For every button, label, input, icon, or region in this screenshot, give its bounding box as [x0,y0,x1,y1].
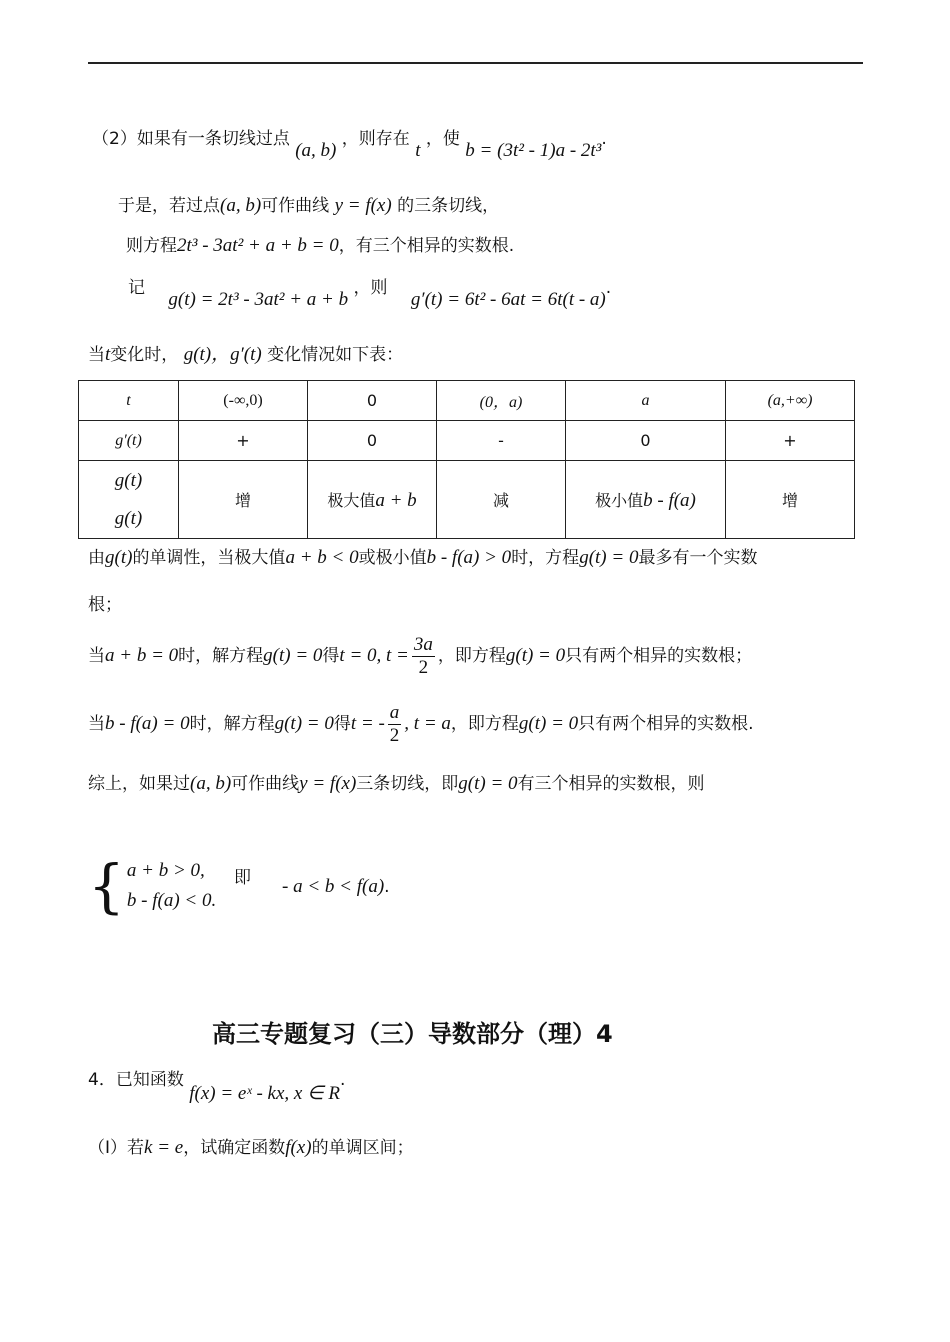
table-cell: g′(t) [79,421,179,461]
table-cell: 增 [726,461,855,539]
question-4 [88,1068,346,1104]
header-rule [88,62,863,64]
math: b - f(a) = 0 [105,713,190,734]
math: t = - [350,713,385,734]
math-point: (a, b) [220,195,262,216]
math-point: (a, b) [295,140,337,161]
para-case-ab-zero [88,632,752,680]
text: 最多有一个实数 [638,548,758,568]
text: ，则 [353,278,388,298]
math: a + b = 0 [105,645,179,666]
text: 可作曲线 [261,196,330,216]
text: ，有三个相异的实数根. [338,236,515,256]
system-rows [127,856,216,916]
math-t: t [415,140,421,161]
inequality-2: b - f(a) < 0. [126,890,217,911]
text: 有三个相异的实数根，则 [517,774,705,794]
text: 可作曲线 [231,774,300,794]
math: (a, b) [190,773,232,794]
table-cell: (-∞,0) [179,381,308,421]
math: b - f(a) [643,489,696,511]
math-formula: b = (3t² - 1)a - 2t³ [465,140,602,161]
para-monotonicity [88,546,757,570]
text: 即 [234,868,251,888]
math-g: g(t) [114,469,143,491]
question-4-part-1 [88,1136,414,1160]
para-tangent-condition [92,127,607,161]
table-cell-local-min [566,461,726,539]
table-row-g-prime [79,421,855,461]
text-mid2: ，使 [425,129,460,149]
text: ，试确定函数 [183,1138,286,1158]
math: f(x) [285,1137,312,1158]
table-cell: (a,+∞) [726,381,855,421]
text-end: . [601,129,607,149]
text: 4．已知函数 [88,1070,184,1090]
table-cell: 0 [308,381,437,421]
numerator: a [389,701,400,723]
text: 只有两个相异的实数根. [578,714,754,734]
para-three-tangents [118,194,499,218]
text: 当 [88,646,105,666]
text: 的单调性，当极大值 [132,548,286,568]
text: 或极小值 [358,548,427,568]
text: 当 [88,714,105,734]
math-curve: y = f(x) [334,195,392,216]
math-t: t [105,344,111,365]
denominator: 2 [418,656,429,678]
math-g: g(t) [114,507,143,529]
text-mid: ，则存在 [341,129,410,149]
text: 时，方程 [511,548,580,568]
section-title: 高三专题复习（三）导数部分（理）4 [212,1020,613,1048]
math: g(t) = 0 [458,773,518,794]
numerator: 3a [413,633,433,655]
text: 的单调区间； [311,1138,414,1158]
table-cell: 减 [437,461,566,539]
text: 极大值 [327,490,376,510]
text: 于是，若过点 [118,196,220,216]
math: b - f(a) > 0 [426,547,512,568]
text-label: （2）如果有一条切线过点 [92,129,290,149]
math: g(t) = 0 [263,645,323,666]
para-cubic-equation [126,234,514,258]
text: 则方程 [126,236,177,256]
para-conclusion [88,772,705,796]
table-cell: a [566,381,726,421]
text: ，即方程 [437,646,506,666]
text: 的三条切线， [397,196,500,216]
text-ji [234,866,251,890]
variation-table [78,380,855,539]
math-equation: 2t³ - 3at² + a + b = 0 [177,235,339,256]
math: g(t) [105,547,133,568]
text: 得 [322,646,340,666]
text: 时，解方程 [189,714,275,734]
table-cell: 0 [308,421,437,461]
table-cell: t [79,381,179,421]
text: 当 [88,345,105,365]
math-function: f(x) = eˣ - kx, x ∈ R [189,1083,341,1104]
math: a + b < 0 [285,547,359,568]
math: g(t) = 0 [505,645,566,666]
text: ，即方程 [450,714,519,734]
text: （Ⅰ）若 [88,1138,145,1158]
table-row-t [79,381,855,421]
text: . [605,278,612,298]
para-table-intro [88,343,403,367]
text: 时，解方程 [178,646,264,666]
math-functions: g(t)，g′(t) [183,344,262,365]
table-cell: + [179,421,308,461]
fraction-3a-over-2 [412,634,435,679]
para-define-g [128,276,612,310]
text: 变化情况如下表： [267,345,404,365]
text: . [340,1070,346,1090]
text: 由 [88,548,105,568]
table-cell: (0，a) [437,381,566,421]
denominator: 2 [389,724,400,746]
table-cell: + [726,421,855,461]
text: . [384,877,390,897]
brace-icon: { [88,852,125,920]
text: 变化时， [110,345,179,365]
fraction-a-over-2 [388,702,402,747]
math: y = f(x) [299,773,357,794]
table-cell: - [437,421,566,461]
table-cell: 0 [566,421,726,461]
text: 只有两个相异的实数根； [565,646,753,666]
math: g(t) = 0 [579,547,639,568]
math-result: - a < b < f(a) [282,876,385,897]
table-cell: 增 [179,461,308,539]
math: g(t) = 0 [518,713,579,734]
table-cell-g-label [79,461,179,539]
math: k = e [144,1137,184,1158]
text: 得 [333,714,351,734]
text: 根； [88,595,122,615]
table-row-g [79,461,855,539]
text: 综上，如果过 [88,774,190,794]
inequality-1: a + b > 0, [126,860,205,881]
math: a + b [375,489,417,511]
text: 记 [128,278,145,298]
para-monotonicity-cont [88,593,122,617]
math: g(t) = 0 [274,713,334,734]
math-g-prime: g′(t) = 6t² - 6at = 6t(t - a) [410,289,606,310]
result-inequality [282,875,390,899]
table-cell-local-max [308,461,437,539]
math: , t = a [404,713,451,734]
math-g: g(t) = 2t³ - 3at² + a + b [168,289,349,310]
text: 三条切线，即 [356,774,459,794]
math: t = 0, t = [339,645,409,666]
text: 极小值 [595,490,644,510]
inequality-system [88,852,217,920]
para-case-b-minus-fa-zero [88,700,754,748]
